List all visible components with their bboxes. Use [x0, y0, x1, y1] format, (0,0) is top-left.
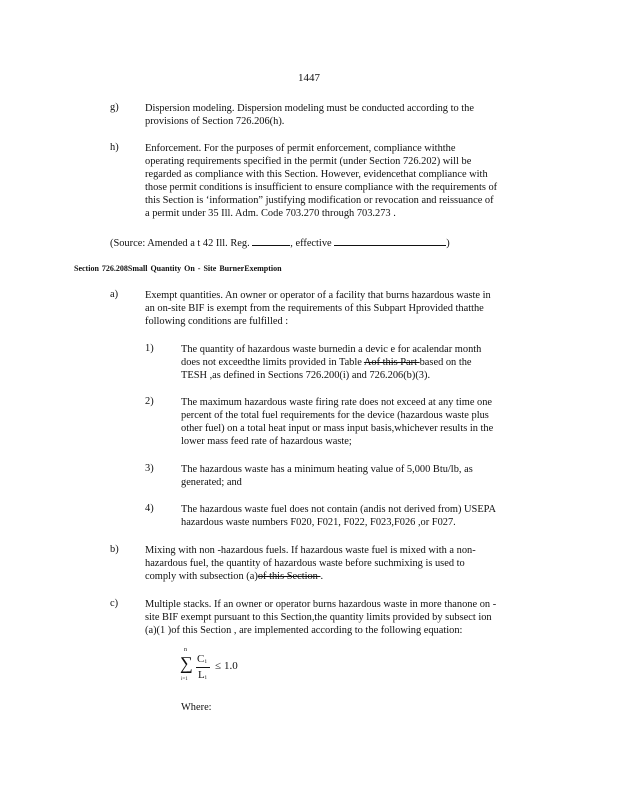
paragraph-line: following conditions are fulfilled :	[145, 316, 289, 327]
item-label-a: a)	[110, 289, 119, 300]
subitem-line: The quantity of hazardous waste burnedin a devic e for acalendar month	[181, 344, 482, 355]
numerator: C	[197, 653, 205, 665]
sum-symbol: ∑	[180, 653, 193, 673]
subitem-line: The hazardous waste fuel does not contain (andis not derived from) USEPA	[181, 504, 497, 515]
paragraph-line: operating requirements specified in the permit (under Section 726.202) will be	[145, 156, 472, 167]
subitem-line: TESH ,as defined in Sections 726.200(i) and 726.206(b)(3).	[181, 370, 431, 381]
struck-text: Aof this Part	[363, 357, 420, 368]
section-heading: Section 726.208Small Quantity On - Site BurnerExemption	[74, 264, 282, 273]
subitem-1	[181, 343, 481, 382]
denominator-subscript: i	[205, 675, 207, 681]
paragraph-h	[145, 142, 497, 220]
paragraph-a	[145, 289, 491, 328]
item-label-c: c)	[110, 598, 119, 609]
sum-upper-limit: n	[184, 647, 187, 653]
subitem-line: other fuel) on a total heat input or mass input basis,whichever results in the	[181, 423, 494, 434]
subitem-line: The maximum hazardous waste firing rate does not exceed at any time one	[181, 397, 493, 408]
page-number: 1447	[298, 72, 320, 84]
item-label-h: h)	[110, 142, 119, 153]
source-prefix: (Source: Amended a t 42 Ill. Reg.	[110, 238, 250, 249]
subitem-4	[181, 503, 496, 529]
subitem-line-with-strike	[181, 356, 481, 369]
paragraph-line: an on-site BIF is exempt from the requirements of this Subpart Hprovided thatthe	[145, 303, 484, 314]
numerator-subscript: i	[205, 659, 207, 665]
struck-text: of this Section	[257, 571, 321, 582]
paragraph-line: Exempt quantities. An owner or operator of a facility that burns hazardous waste in	[145, 290, 491, 301]
source-blank-date	[334, 236, 446, 246]
paragraph-line-with-strike	[145, 570, 476, 583]
subitem-line: The hazardous waste has a minimum heating value of 5,000 Btu/lb, as	[181, 464, 473, 475]
source-suffix: )	[446, 238, 450, 249]
subitem-2	[181, 396, 493, 448]
source-middle: , effective	[290, 238, 332, 249]
paragraph-line: this Section is ‘information” justifying modification or revocation and reissuance of	[145, 195, 494, 206]
where-label: Where:	[181, 702, 212, 713]
paragraph-line: Enforcement. For the purposes of permit enforcement, compliance withthe	[145, 143, 456, 154]
fraction-bar	[196, 667, 210, 668]
paragraph-b	[145, 544, 476, 583]
subitem-line: hazardous waste numbers F020, F021, F022, F023,F026 ,or F027.	[181, 517, 456, 528]
source-blank-issue	[252, 236, 290, 246]
subitem-3	[181, 463, 473, 489]
subitem-label-2: 2)	[145, 396, 154, 407]
subitem-line: lower mass feed rate of hazardous waste;	[181, 436, 352, 447]
paragraph-line: regarded as compliance with this Section. However, evidencethat compliance with	[145, 169, 488, 180]
subitem-line: generated; and	[181, 477, 242, 488]
summation-equation	[180, 647, 250, 688]
paragraph-line: provisions of Section 726.206(h).	[145, 116, 285, 127]
text-run: .	[320, 571, 324, 582]
subitem-label-3: 3)	[145, 463, 154, 474]
paragraph-g	[145, 102, 474, 128]
paragraph-line: site BIF exempt pursuant to this Section,the quantity limits provided by subsect ion	[145, 612, 492, 623]
paragraph-line: (a)(1 )of this Section , are implemented according to the following equation:	[145, 625, 463, 636]
paragraph-line: those permit conditions is insufficient to ensure compliance with the requirements of	[145, 182, 498, 193]
denominator: L	[198, 669, 205, 681]
paragraph-line: Mixing with non -hazardous fuels. If hazardous waste fuel is mixed with a non-	[145, 545, 476, 556]
paragraph-line: Dispersion modeling. Dispersion modeling must be conducted according to the	[145, 103, 474, 114]
item-label-b: b)	[110, 544, 119, 555]
paragraph-line: hazardous fuel, the quantity of hazardous waste before suchmixing is used to	[145, 558, 465, 569]
sum-lower-limit: i=1	[181, 677, 188, 682]
paragraph-line: a permit under 35 Ill. Adm. Code 703.270 through 703.273 .	[145, 208, 396, 219]
relation-symbol: ≤	[215, 660, 222, 672]
subitem-label-4: 4)	[145, 503, 154, 514]
source-note	[110, 236, 450, 250]
text-run: does not exceedthe limits provided in Table	[181, 357, 362, 368]
subitem-line: percent of the total fuel requirements for the device (hazardous waste plus	[181, 410, 489, 421]
paragraph-line: Multiple stacks. If an owner or operator burns hazardous waste in more thanone on -	[145, 599, 497, 610]
item-label-g: g)	[110, 102, 119, 113]
subitem-label-1: 1)	[145, 343, 154, 354]
paragraph-c	[145, 598, 496, 637]
text-run: comply with subsection (a)	[145, 571, 258, 582]
equation-rhs: 1.0	[224, 660, 238, 672]
text-run: based on the	[419, 357, 472, 368]
